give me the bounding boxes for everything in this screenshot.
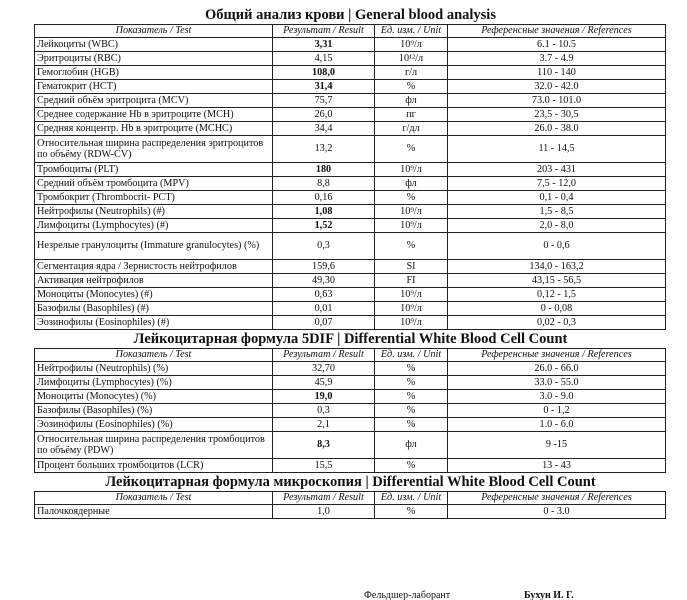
row-test-name: Средний объём эритроцита (MCV) [35, 94, 273, 108]
row-unit: 10⁹/л [375, 302, 448, 316]
row-result-value: 1,08 [273, 205, 375, 219]
header-reference: Референсные значения / References [448, 25, 666, 38]
report-footer [34, 590, 667, 600]
row-result-value: 108,0 [273, 66, 375, 80]
row-reference-range: 33.0 - 55.0 [448, 376, 666, 390]
row-reference-range: 0 - 1,2 [448, 404, 666, 418]
row-test-name: Лимфоциты (Lymphocytes) (%) [35, 376, 273, 390]
row-result-value: 49,30 [273, 274, 375, 288]
table-row [35, 122, 666, 136]
row-reference-range: 110 - 140 [448, 66, 666, 80]
header-test: Показатель / Test [35, 349, 273, 362]
header-unit: Ед. изм. / Unit [375, 492, 448, 505]
row-reference-range: 3.0 - 9.0 [448, 390, 666, 404]
row-reference-range: 1.0 - 6.0 [448, 418, 666, 432]
table-row [35, 38, 666, 52]
row-test-name: Нейтрофилы (Neutrophils) (#) [35, 205, 273, 219]
row-result-value: 1,52 [273, 219, 375, 233]
lab-report-sheet [34, 6, 667, 519]
table-row [35, 66, 666, 80]
header-reference: Референсные значения / References [448, 492, 666, 505]
row-result-value: 4,15 [273, 52, 375, 66]
row-test-name: Тромбокрит (Thrombocrit- PCT) [35, 191, 273, 205]
section-title-5dif: Лейкоцитарная формула 5DIF | Differential White Blood Cell Count [133, 331, 568, 347]
row-reference-range: 0,02 - 0,3 [448, 316, 666, 330]
row-result-value: 2,1 [273, 418, 375, 432]
row-reference-range: 13 - 43 [448, 459, 666, 473]
blood-analysis-table [34, 24, 666, 330]
row-unit: % [375, 390, 448, 404]
row-test-name: Относительная ширина распределения эритроцитов по объёму (RDW-CV) [35, 136, 273, 163]
row-reference-range: 203 - 431 [448, 163, 666, 177]
header-unit: Ед. изм. / Unit [375, 349, 448, 362]
row-unit: % [375, 376, 448, 390]
footer-signatory-name: Бухун И. Г. [524, 590, 574, 600]
row-test-name: Сегментация ядра / Зернистость нейтрофилов [35, 260, 273, 274]
row-test-name: Нейтрофилы (Neutrophils) (%) [35, 362, 273, 376]
row-test-name: Моноциты (Monocytes) (%) [35, 390, 273, 404]
row-reference-range: 6.1 - 10.5 [448, 38, 666, 52]
row-unit: фл [375, 177, 448, 191]
row-unit: SI [375, 260, 448, 274]
row-test-name: Незрелые гранулоциты (Immature granulocytes) (%) [35, 233, 273, 260]
row-unit: % [375, 233, 448, 260]
section-title-microscopy: Лейкоцитарная формула микроскопия | Differential White Blood Cell Count [105, 474, 596, 490]
row-test-name: Тромбоциты (PLT) [35, 163, 273, 177]
row-unit: % [375, 505, 448, 519]
row-result-value: 15,5 [273, 459, 375, 473]
row-result-value: 31,4 [273, 80, 375, 94]
row-result-value: 0,16 [273, 191, 375, 205]
row-test-name: Лейкоциты (WBC) [35, 38, 273, 52]
section-title-blood-analysis: Общий анализ крови | General blood analysis [205, 7, 496, 23]
table-row [35, 108, 666, 122]
row-unit: фл [375, 432, 448, 459]
differential-5dif-rows [35, 362, 666, 473]
header-reference: Референсные значения / References [448, 349, 666, 362]
row-reference-range: 1,5 - 8,5 [448, 205, 666, 219]
header-unit: Ед. изм. / Unit [375, 25, 448, 38]
row-result-value: 1,0 [273, 505, 375, 519]
row-result-value: 45,9 [273, 376, 375, 390]
row-reference-range: 0,12 - 1,5 [448, 288, 666, 302]
blood-analysis-rows [35, 38, 666, 330]
row-result-value: 3,31 [273, 38, 375, 52]
row-result-value: 34,4 [273, 122, 375, 136]
table-row [35, 191, 666, 205]
row-unit: % [375, 418, 448, 432]
row-unit: г/дл [375, 122, 448, 136]
header-test: Показатель / Test [35, 492, 273, 505]
table-row [35, 376, 666, 390]
row-test-name: Эозинофилы (Eosinophiles) (%) [35, 418, 273, 432]
row-reference-range: 26.0 - 66.0 [448, 362, 666, 376]
row-result-value: 13,2 [273, 136, 375, 163]
row-test-name: Процент больших тромбоцитов (LCR) [35, 459, 273, 473]
row-test-name: Средняя концентр. Hb в эритроците (MCHC) [35, 122, 273, 136]
row-reference-range: 9 -15 [448, 432, 666, 459]
row-reference-range: 23,5 - 30,5 [448, 108, 666, 122]
row-test-name: Лимфоциты (Lymphocytes) (#) [35, 219, 273, 233]
row-unit: % [375, 191, 448, 205]
table-row [35, 136, 666, 163]
row-result-value: 19,0 [273, 390, 375, 404]
table-row [35, 432, 666, 459]
row-result-value: 26,0 [273, 108, 375, 122]
row-result-value: 8,3 [273, 432, 375, 459]
table-row [35, 52, 666, 66]
row-test-name: Базофилы (Basophiles) (#) [35, 302, 273, 316]
row-test-name: Палочкоядерные [35, 505, 273, 519]
header-test: Показатель / Test [35, 25, 273, 38]
row-result-value: 0,63 [273, 288, 375, 302]
table-row [35, 404, 666, 418]
table-row [35, 302, 666, 316]
table-row [35, 459, 666, 473]
row-result-value: 75,7 [273, 94, 375, 108]
row-reference-range: 134,0 - 163,2 [448, 260, 666, 274]
row-test-name: Гематокрит (HCT) [35, 80, 273, 94]
table-header-row [35, 349, 666, 362]
row-reference-range: 26.0 - 38.0 [448, 122, 666, 136]
row-unit: % [375, 80, 448, 94]
table-header-row [35, 492, 666, 505]
row-test-name: Эритроциты (RBC) [35, 52, 273, 66]
header-result: Результат / Result [273, 349, 375, 362]
row-result-value: 0,3 [273, 404, 375, 418]
table-row [35, 390, 666, 404]
table-row [35, 505, 666, 519]
table-row [35, 219, 666, 233]
row-unit: фл [375, 94, 448, 108]
row-test-name: Гемоглобин (HGB) [35, 66, 273, 80]
row-result-value: 159,6 [273, 260, 375, 274]
row-reference-range: 0,1 - 0,4 [448, 191, 666, 205]
row-result-value: 32,70 [273, 362, 375, 376]
row-result-value: 180 [273, 163, 375, 177]
row-unit: FI [375, 274, 448, 288]
row-test-name: Моноциты (Monocytes) (#) [35, 288, 273, 302]
table-row [35, 94, 666, 108]
row-reference-range: 0 - 0,6 [448, 233, 666, 260]
header-result: Результат / Result [273, 25, 375, 38]
row-unit: 10⁹/л [375, 219, 448, 233]
differential-5dif-table [34, 348, 666, 473]
differential-microscopy-table [34, 491, 666, 519]
table-row [35, 205, 666, 219]
row-reference-range: 32.0 - 42.0 [448, 80, 666, 94]
row-unit: г/л [375, 66, 448, 80]
row-reference-range: 43,15 - 56,5 [448, 274, 666, 288]
row-result-value: 0,3 [273, 233, 375, 260]
row-test-name: Относительная ширина распределения тромбоцитов по объёму (PDW) [35, 432, 273, 459]
row-reference-range: 0 - 3.0 [448, 505, 666, 519]
row-test-name: Средний объём тромбоцита (MPV) [35, 177, 273, 191]
row-unit: 10⁹/л [375, 316, 448, 330]
row-test-name: Эозинофилы (Eosinophiles) (#) [35, 316, 273, 330]
table-row [35, 316, 666, 330]
row-reference-range: 2,0 - 8,0 [448, 219, 666, 233]
table-row [35, 233, 666, 260]
table-row [35, 260, 666, 274]
table-row [35, 418, 666, 432]
table-row [35, 288, 666, 302]
row-unit: 10⁹/л [375, 38, 448, 52]
row-result-value: 8,8 [273, 177, 375, 191]
differential-microscopy-rows [35, 505, 666, 519]
footer-role: Фельдшер-лаборант [364, 590, 451, 600]
row-result-value: 0,07 [273, 316, 375, 330]
row-reference-range: 7,5 - 12,0 [448, 177, 666, 191]
table-row [35, 177, 666, 191]
row-test-name: Среднее содержание Hb в эритроците (MCH) [35, 108, 273, 122]
row-unit: % [375, 136, 448, 163]
row-result-value: 0,01 [273, 302, 375, 316]
row-unit: % [375, 404, 448, 418]
row-unit: пг [375, 108, 448, 122]
row-unit: 10⁹/л [375, 205, 448, 219]
table-row [35, 362, 666, 376]
table-header-row [35, 25, 666, 38]
row-reference-range: 11 - 14,5 [448, 136, 666, 163]
row-unit: 10¹²/л [375, 52, 448, 66]
row-unit: 10⁹/л [375, 163, 448, 177]
row-test-name: Активация нейтрофилов [35, 274, 273, 288]
table-row [35, 80, 666, 94]
row-reference-range: 0 - 0,08 [448, 302, 666, 316]
table-row [35, 163, 666, 177]
row-unit: 10⁹/л [375, 288, 448, 302]
row-test-name: Базофилы (Basophiles) (%) [35, 404, 273, 418]
row-reference-range: 3.7 - 4.9 [448, 52, 666, 66]
table-row [35, 274, 666, 288]
row-unit: % [375, 459, 448, 473]
header-result: Результат / Result [273, 492, 375, 505]
row-unit: % [375, 362, 448, 376]
row-reference-range: 73.0 - 101.0 [448, 94, 666, 108]
